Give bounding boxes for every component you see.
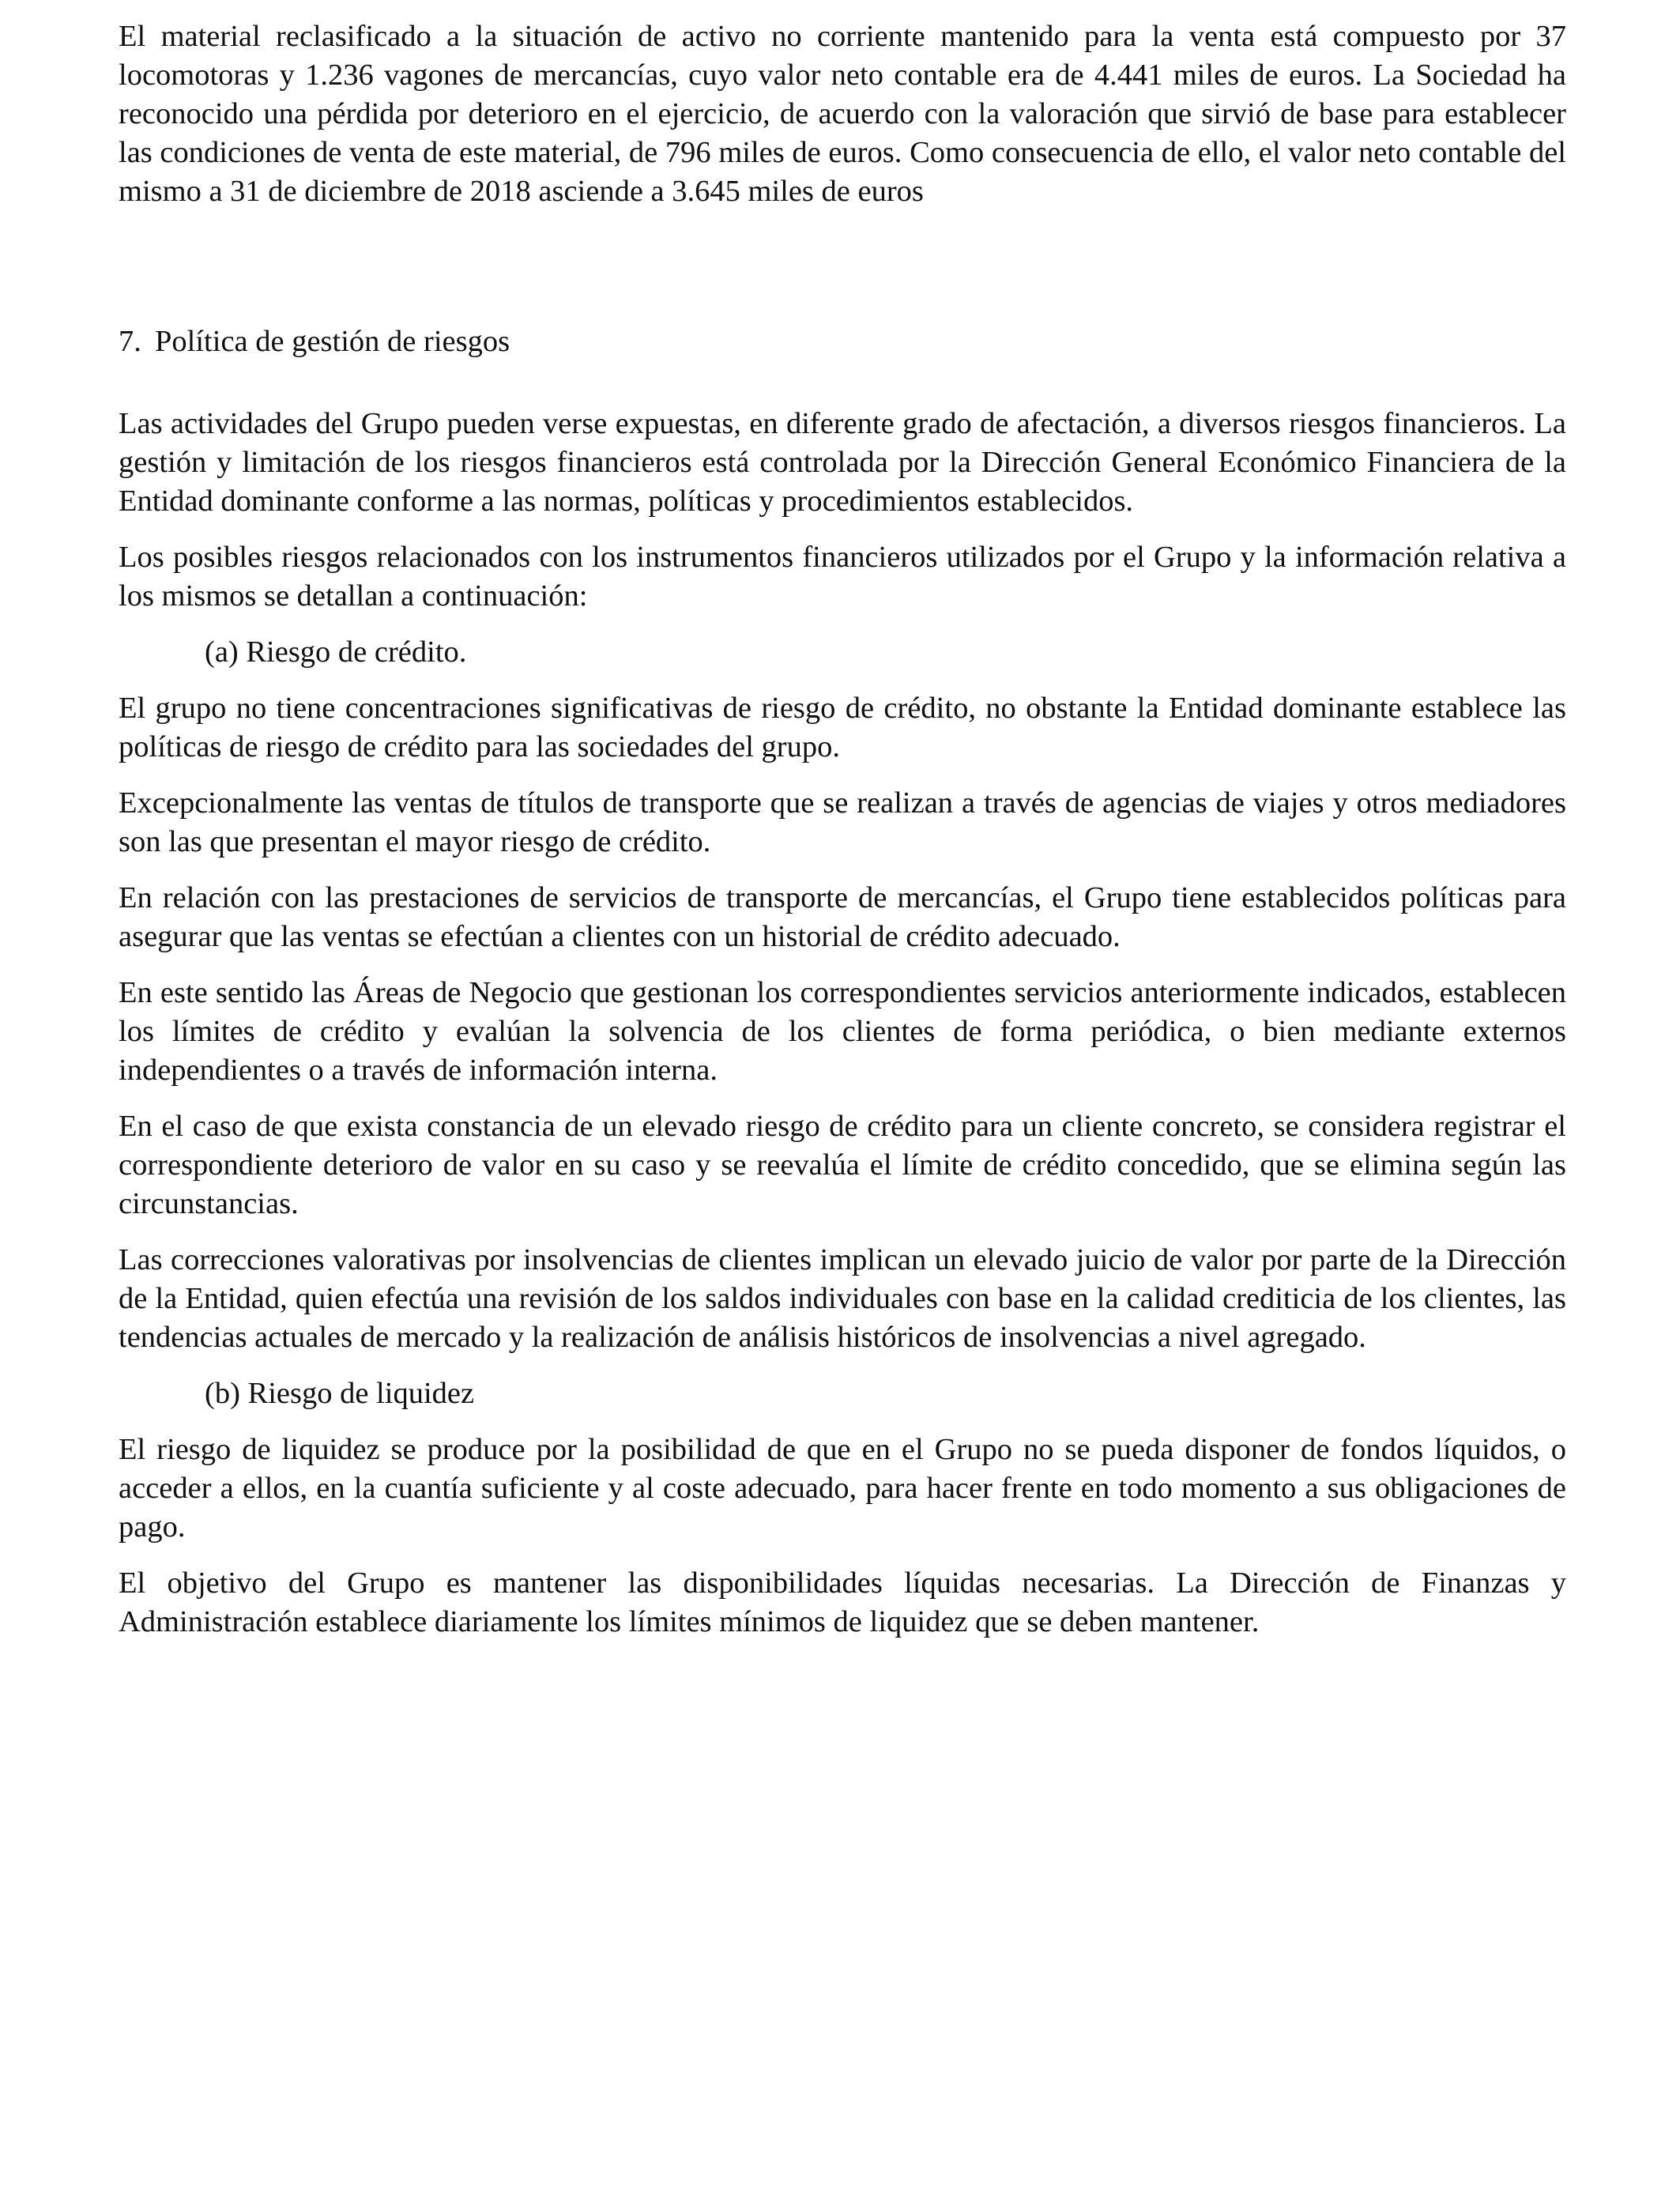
section-heading xyxy=(119,322,1566,361)
liquidity-risk-heading: (b) Riesgo de liquidez xyxy=(205,1377,475,1410)
credit-risk-paragraph: En este sentido las Áreas de Negocio que gestionan los correspondientes servicios anteriormente indicados, establecen los límites de crédito y evalúan la solvencia de los clientes de forma periódica, o bien mediante externos independientes o a través de información interna. xyxy=(119,976,1566,1087)
risk-intro-paragraph: Las actividades del Grupo pueden verse expuestas, en diferente grado de afectación, a diversos riesgos financieros. La gestión y limitación de los riesgos financieros está controlada por la Dirección General Económico Financiera de la Entidad dominante conforme a las normas, políticas y procedimientos establecidos. xyxy=(119,407,1566,518)
intro-paragraph: El material reclasificado a la situación de activo no corriente mantenido para la venta está compuesto por 37 locomotoras y 1.236 vagones de mercancías, cuyo valor neto contable era de 4.441 miles de euros. La Sociedad ha reconocido una pérdida por deterioro en el ejercicio, de acuerdo con la valoración que sirvió de base para establecer las condiciones de venta de este material, de 796 miles de euros. Como consecuencia de ello, el valor neto contable del mismo a 31 de diciembre de 2018 asciende a 3.645 miles de euros xyxy=(119,20,1566,208)
credit-risk-heading: (a) Riesgo de crédito. xyxy=(205,635,467,669)
risk-list-intro-paragraph: Los posibles riesgos relacionados con los instrumentos financieros utilizados por el Grupo y la información relativa a los mismos se detallan a continuación: xyxy=(119,541,1566,613)
credit-risk-paragraph: Las correcciones valorativas por insolvencias de clientes implican un elevado juicio de valor por parte de la Dirección de la Entidad, quien efectúa una revisión de los saldos individuales con base en la calidad crediticia de los clientes, las tendencias actuales de mercado y la realización de análisis históricos de insolvencias a nivel agregado. xyxy=(119,1243,1566,1354)
liquidity-risk-paragraph: El riesgo de liquidez se produce por la posibilidad de que en el Grupo no se pueda disponer de fondos líquidos, o acceder a ellos, en la cuantía suficiente y al coste adecuado, para hacer frente en todo momento a sus obligaciones de pago. xyxy=(119,1433,1566,1544)
section-title: Política de gestión de riesgos xyxy=(155,325,510,358)
credit-risk-paragraph: En el caso de que exista constancia de un elevado riesgo de crédito para un cliente concreto, se considera registrar el correspondiente deterioro de valor en su caso y se reevalúa el límite de crédito concedido, que se elimina según las circunstancias. xyxy=(119,1110,1566,1220)
credit-risk-paragraph: El grupo no tiene concentraciones significativas de riesgo de crédito, no obstante la Entidad dominante establece las políticas de riesgo de crédito para las sociedades del grupo. xyxy=(119,692,1566,763)
section-number: 7. xyxy=(119,325,141,358)
credit-risk-paragraph: Excepcionalmente las ventas de títulos de transporte que se realizan a través de agencias de viajes y otros mediadores son las que presentan el mayor riesgo de crédito. xyxy=(119,786,1566,858)
document-page xyxy=(119,17,1566,1659)
liquidity-risk-paragraph: El objetivo del Grupo es mantener las disponibilidades líquidas necesarias. La Dirección de Finanzas y Administración establece diariamente los límites mínimos de liquidez que se deben mantener. xyxy=(119,1566,1566,1638)
credit-risk-paragraph: En relación con las prestaciones de servicios de transporte de mercancías, el Grupo tiene establecidos políticas para asegurar que las ventas se efectúan a clientes con un historial de crédito adecuado. xyxy=(119,881,1566,953)
